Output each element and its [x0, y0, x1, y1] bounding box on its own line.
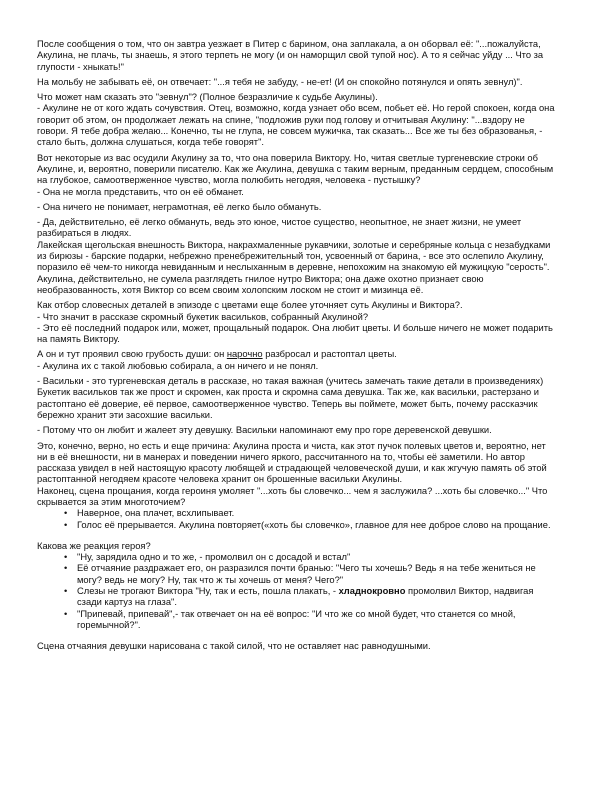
list-item: • "Ну, зарядила одно и то же, - промолвил он с досадой и встал" [77, 552, 556, 563]
paragraph-4b: - Она не могла представить, что он её обманет. [37, 186, 244, 197]
paragraph-8b: - Акулина их с такой любовью собирала, а он ничего и не понял. [37, 360, 319, 371]
paragraph-7a: Как отбор словесных деталей в эпизоде с цветами еще более уточняет суть Акулины и Виктора?. [37, 300, 463, 311]
paragraph-13: Сцена отчаяния девушки нарисована с такой силой, что не оставляет нас равнодушными. [37, 641, 431, 652]
paragraph-7c: - Это её последний подарок или, может, прощальный подарок. Она любит цветы. И больше ничего не может подарить на память Виктору. [37, 322, 553, 345]
bullet-list-1 [37, 508, 556, 531]
spacer [37, 631, 556, 641]
spacer [37, 531, 556, 541]
paragraph-7b: - Что значит в рассказе скромный букетик васильков, собранный Акулиной? [37, 311, 369, 322]
paragraph-6b: Лакейская щегольская внешность Виктора, накрахмаленные рукавчики, золотые и серебряные кольца с незабудками из бирюзы - барские подарки, небрежно пренебрежительный тон, усвоенный от барина, - все это ослепило Акулину, поразило её чем-то никогда невиданным и неслыханным в деревне, непохожим на знакомую ей мужицкую "серость". Акулина, действительно, не сумела разглядеть гнилое нутро Виктора; она даже охотно признает свою необразованность, хотя Виктор со всем своим холопским лоском не стоит и мизинца её. [37, 239, 551, 295]
list-item-pre: Слезы не трогают Виктора "Ну, так и есть, пошла плакать, - [77, 586, 339, 597]
underlined-word: нарочно [226, 349, 263, 360]
paragraph-4a: Вот некоторые из вас осудили Акулину за то, что она поверила Виктору. Но, читая светлые тургеневские строки об Акулине, и, вероятно, поверили писателю. Как же Акулина, девушка с таким верным, преданным сердцем, способным на глубокое, самоотверженное чувство, могла полюбить негодяя, человека - пустышку? [37, 152, 554, 186]
paragraph-9: - Васильки - это тургеневская деталь в рассказе, но такая важная (учитесь замечать такие детали в произведениях) Букетик васильков так же прост и скромен, как проста и скромна сама девушка. Так же, как васильки, растерзано и растоптано её доверие, её первое, самоотверженное чувство. Теперь вы поймете, может быть, почему рассказчик бережно хранит эти засохшие васильки. [37, 376, 544, 420]
paragraph-5: - Она ничего не понимает, неграмотная, её легко было обмануть. [37, 201, 322, 212]
paragraph-3b: - Акулине не от кого ждать сочувствия. Отец, возможно, когда узнает обо всем, побьет её. Но герой спокоен, когда она говорит об этом, он продолжает лежать на спине, "подложив руки под голову и отчитывая Акулину: "...вздору не говори. Я тебе добра желаю... Конечно, ты не глупа, не совсем мужичка, так сказать... Все же ты без образованья, - стало быть, должна слушаться, когда тебе говорят". [37, 103, 555, 148]
bold-word: хладнокровно [338, 586, 406, 597]
paragraph-8a [37, 349, 556, 360]
paragraph-3a: Что может нам сказать это "зевнул"? (Полное безразличие к судьбе Акулины). [37, 92, 378, 103]
list-item [77, 586, 556, 609]
list-item: • Наверное, она плачет, всхлипывает. [77, 508, 556, 519]
list-item: • Её отчаяние раздражает его, он разразился почти бранью: "Чего ты хочешь? Ведь я на тебе жениться не могу? ведь не могу? Ну, так что ж ты хочешь от меня? Чего?" [77, 563, 556, 586]
paragraph-8a-pre: А он и тут проявил свою грубость души: он [37, 349, 227, 360]
paragraph-11b: Наконец, сцена прощания, когда героиня умоляет "...хоть бы словечко... чем я заслужила? ...хоть бы словечко..." Что скрывается за этим многоточием? [37, 485, 548, 507]
bullet-list-2 [37, 552, 556, 631]
paragraph-10: - Потому что он любит и жалеет эту девушку. Васильки напоминают ему про горе деревенской девушки. [37, 425, 492, 436]
list-item: • Голос её прерывается. Акулина повторяет(«хоть бы словечко», главное для нее доброе слово на прощание. [77, 520, 556, 531]
list-item-post: промолвил Виктор, надвигая сзади картуз на глаза". [77, 586, 534, 608]
paragraph-6a: - Да, действительно, её легко обмануть, ведь это юное, чистое существо, неопытное, не знает жизни, не умеет разбираться в людях. [37, 217, 522, 239]
list-item: • "Припевай, припевай",- так отвечает он на её вопрос: "И что же со мной будет, что станется со мной, горемычной?". [77, 609, 556, 632]
paragraph-2: На мольбу не забывать её, он отвечает: "...я тебя не забуду, - не-ет! (И он спокойно потянулся и опять зевнул)". [37, 76, 523, 87]
paragraph-8a-post: разбросал и растоптал цветы. [262, 349, 397, 360]
paragraph-1: После сообщения о том, что он завтра уезжает в Питер с барином, она заплакала, а он оборвал её: "...пожалуйста, Акулина, не плачь, ты знаешь, я этого терпеть не могу (и он наморщил свой тупой нос). А то я сейчас уйду ... Что за глупости - хныкать!" [37, 39, 544, 72]
paragraph-11a: Это, конечно, верно, но есть и еще причина: Акулина проста и чиста, как этот пучок полевых цветов и, вероятно, нет ни в её внешности, ни в манерах и поведении ничего яркого, рассчитанного на то, чтобы её заметили. Но автор рассказа увидел в ней настоящую красоту любящей и страдающей человеческой души, и как жгучую память об этой растоптанной негодяем красоте человека хранит он брошенные васильки Акулины. [37, 440, 547, 485]
paragraph-12: Какова же реакция героя? [37, 540, 151, 551]
